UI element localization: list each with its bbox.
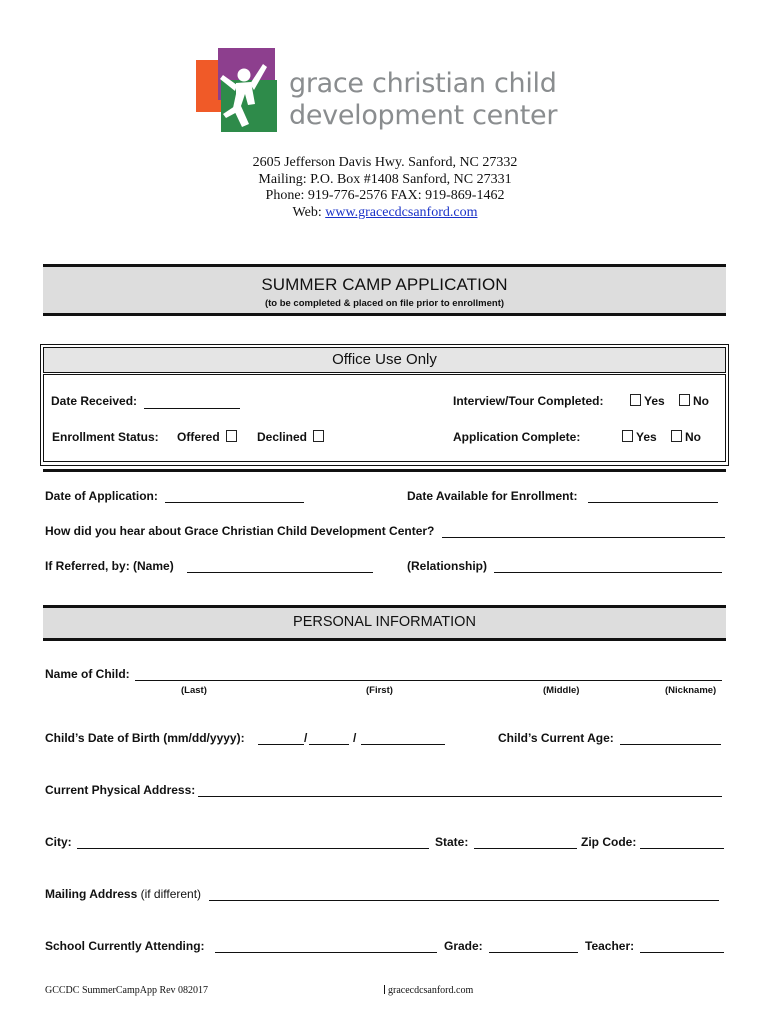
app-complete-yes-label: Yes (636, 430, 657, 444)
personal-info-band (43, 605, 726, 641)
offered-checkbox[interactable] (226, 430, 237, 442)
state-label: State: (435, 835, 469, 849)
date-received-label: Date Received: (51, 394, 138, 408)
zip-field[interactable] (640, 848, 724, 849)
teacher-label: Teacher: (585, 939, 635, 953)
name-of-child-field[interactable] (135, 680, 722, 681)
city-field[interactable] (77, 848, 429, 849)
office-use-fields (43, 374, 726, 462)
dob-month-field[interactable] (258, 744, 304, 745)
how-hear-label: How did you hear about Grace Christian Child Development Center? (45, 524, 435, 538)
school-field[interactable] (215, 952, 437, 953)
website-link[interactable]: www.gracecdcsanford.com (325, 205, 478, 220)
current-age-label: Child’s Current Age: (498, 731, 614, 745)
mailing-address-field[interactable] (209, 900, 719, 901)
last-name-caption: (Last) (181, 685, 207, 696)
interview-yes-label: Yes (644, 394, 665, 408)
office-use-box (40, 344, 729, 466)
referred-by-label: If Referred, by: (Name) (45, 559, 174, 573)
city-label: City: (45, 835, 72, 849)
app-complete-no-checkbox[interactable] (671, 430, 682, 442)
enrollment-status-label: Enrollment Status: (52, 430, 159, 444)
logo-text-line1: grace christian child (289, 68, 557, 99)
logo-mark-icon (193, 48, 283, 136)
logo (193, 48, 283, 136)
declined-checkbox[interactable] (313, 430, 324, 442)
declined-label: Declined (257, 430, 308, 444)
dob-slash-2: / (353, 731, 357, 745)
state-field[interactable] (474, 848, 577, 849)
logo-text-line2: development center (289, 100, 558, 131)
app-complete-no-option[interactable] (668, 430, 701, 444)
teacher-field[interactable] (640, 952, 724, 953)
relationship-label: (Relationship) (407, 559, 487, 573)
dob-year-field[interactable] (361, 744, 445, 745)
mailing-address-label (45, 887, 201, 901)
application-complete-label: Application Complete: (453, 430, 581, 444)
nickname-caption: (Nickname) (665, 685, 717, 696)
dob-day-field[interactable] (309, 744, 349, 745)
date-available-field[interactable] (588, 502, 718, 503)
offered-label: Offered (177, 430, 220, 444)
how-hear-field[interactable] (442, 537, 725, 538)
app-complete-yes-option[interactable] (619, 430, 657, 444)
app-complete-yes-checkbox[interactable] (622, 430, 633, 442)
footer-website-text: gracecdcsanford.com (388, 985, 474, 996)
divider (43, 469, 726, 472)
offered-option[interactable] (177, 430, 240, 444)
dob-slash-1: / (304, 731, 308, 745)
interview-no-label: No (693, 394, 709, 408)
interview-no-option[interactable] (676, 394, 709, 408)
interview-label: Interview/Tour Completed: (453, 394, 604, 408)
interview-yes-checkbox[interactable] (630, 394, 641, 406)
middle-name-caption: (Middle) (543, 685, 580, 696)
school-label: School Currently Attending: (45, 939, 205, 953)
grade-label: Grade: (444, 939, 483, 953)
first-name-caption: (First) (366, 685, 393, 696)
footer-separator (384, 985, 385, 994)
date-of-application-label: Date of Application: (45, 489, 158, 503)
address-phone: Phone: 919-776-2576 FAX: 919-869-1462 (265, 188, 505, 203)
page-subtitle: (to be completed & placed on file prior to enrollment) (264, 298, 505, 309)
date-available-label: Date Available for Enrollment: (407, 489, 578, 503)
dob-label: Child’s Date of Birth (mm/dd/yyyy): (45, 731, 245, 745)
app-complete-no-label: No (685, 430, 701, 444)
date-of-application-field[interactable] (165, 502, 304, 503)
physical-address-label: Current Physical Address: (45, 783, 196, 797)
current-age-field[interactable] (620, 744, 721, 745)
title-band (43, 264, 726, 316)
office-use-heading: Office Use Only (43, 347, 726, 373)
relationship-field[interactable] (494, 572, 722, 573)
page-title: SUMMER CAMP APPLICATION (261, 275, 508, 294)
declined-option[interactable] (257, 430, 327, 444)
date-received-field[interactable] (144, 408, 240, 409)
address-mailing: Mailing: P.O. Box #1408 Sanford, NC 27331 (258, 172, 512, 187)
interview-no-checkbox[interactable] (679, 394, 690, 406)
address-street: 2605 Jefferson Davis Hwy. Sanford, NC 27332 (252, 155, 518, 170)
personal-info-heading: PERSONAL INFORMATION (293, 614, 476, 630)
mailing-address-text: Mailing Address (45, 887, 138, 901)
physical-address-field[interactable] (198, 796, 722, 797)
web-label: Web: (292, 205, 326, 220)
name-of-child-label: Name of Child: (45, 667, 130, 681)
address-web (0, 205, 770, 222)
interview-yes-option[interactable] (627, 394, 665, 408)
grade-field[interactable] (489, 952, 578, 953)
footer-revision: GCCDC SummerCampApp Rev 082017 (45, 985, 209, 996)
footer-website (384, 985, 473, 996)
if-different-text: (if different) (137, 887, 202, 901)
zip-label: Zip Code: (581, 835, 637, 849)
referred-by-field[interactable] (187, 572, 373, 573)
